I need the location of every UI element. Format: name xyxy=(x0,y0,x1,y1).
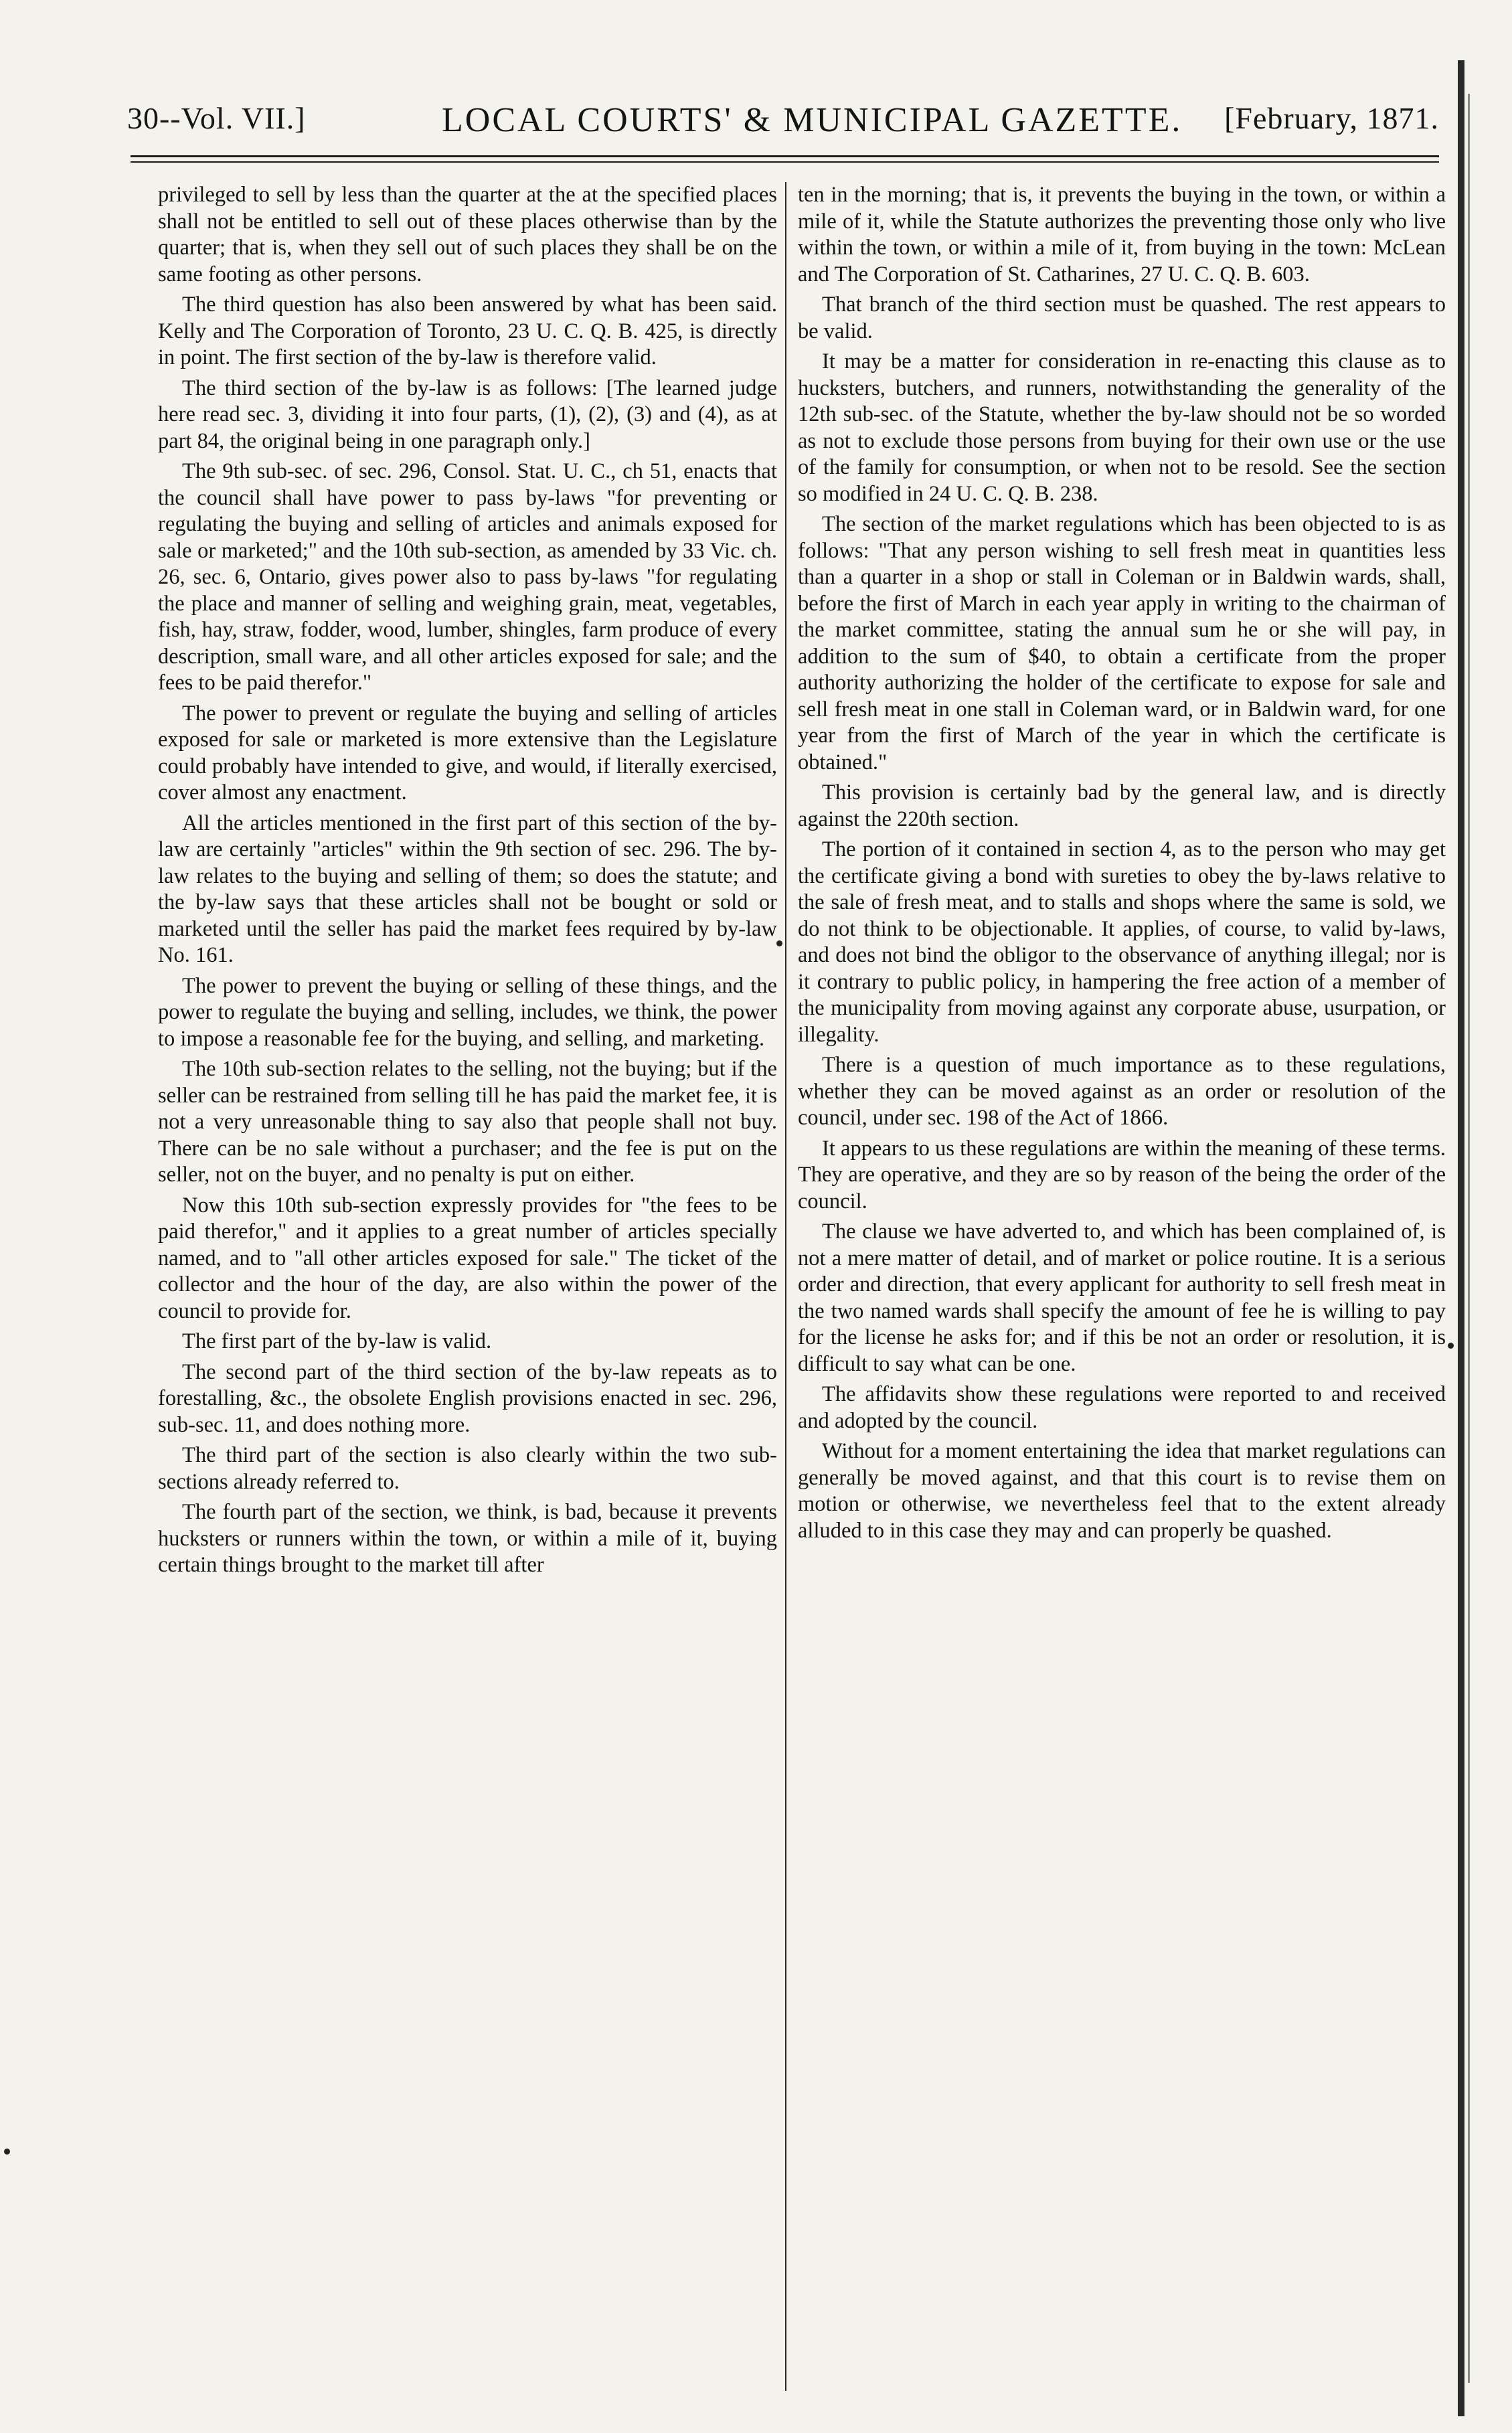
header-rule-thin xyxy=(131,161,1439,163)
margin-mark xyxy=(776,940,782,946)
paragraph: Now this 10th sub-section expressly provides for "the fees to be paid therefor," and it applies to a great number of articles specially named, and to "all other articles exposed for sale." The ticket of the collector and the hour of the day, are also within the power of the council to provide for. xyxy=(158,1193,777,1323)
paragraph: The portion of it contained in section 4, as to the person who may get the certificate giving a bond with sureties to obey the by-laws relative to the sale of fresh meat, and to stalls and shops where the same is sold, we do not think to be objectionable. It applies, of course, to valid by-laws, and does not bind the obligor to the observance of anything illegal; nor is it contrary to public policy, in hampering the free action of a member of the municipality from moving against any corporate abuse, usurpation, or illegality. xyxy=(798,837,1446,1047)
paragraph: The third part of the section is also clearly within the two sub-sections already referred to. xyxy=(158,1443,777,1494)
paragraph: The 9th sub-sec. of sec. 296, Consol. Stat. U. C., ch 51, enacts that the council shall have power to pass by-laws "for preventing or regulating the buying and selling of articles and animals exposed for sale or marketed;" and the 10th sub-section, as amended by 33 Vic. ch. 26, sec. 6, Ontario, gives power also to pass by-laws "for regulating the place and manner of selling and weighing grain, meat, vegetables, fish, hay, straw, fodder, wood, lumber, shingles, farm produce of every description, small ware, and all other articles exposed for sale; and the fees to be paid therefor." xyxy=(158,459,777,695)
paragraph: The power to prevent the buying or selling of these things, and the power to regulate the buying and selling, includes, we think, the power to impose a reasonable fee for the buying, and selling, and marketing. xyxy=(158,973,777,1051)
header-rule-thick xyxy=(131,155,1439,157)
paragraph: The section of the market regulations which has been objected to is as follows: "That any person wishing to sell fresh meat in quantities less than a quarter in a shop or stall in Coleman or in Baldwin wards, shall, before the first of March in each year apply in writing to the chairman of the market committee, stating the annual sum he or she will pay, in addition to the sum of $40, to obtain a certificate from the proper authority authorizing the holder of the certificate to expose for sale and sell fresh meat in one stall in Coleman ward, or in Baldwin ward, for one year from the first of March of the year in which the certificate is obtained." xyxy=(798,512,1446,774)
paragraph: The third question has also been answered by what has been said. Kelly and The Corporation of Toronto, 23 U. C. Q. B. 425, is directly in point. The first section of the by-law is therefore valid. xyxy=(158,292,777,369)
margin-mark xyxy=(4,2149,10,2155)
right-column xyxy=(798,182,1446,2398)
binding-edge-shadow xyxy=(1468,94,1470,2383)
paragraph: The 10th sub-section relates to the selling, not the buying; but if the seller can be restrained from selling till he has paid the market fee, it is not a very unreasonable thing to say also that people shall not buy. There can be no sale without a purchaser; and the fee is put on the seller, not on the buyer, and no penalty is put on either. xyxy=(158,1057,777,1187)
paragraph: The fourth part of the section, we think, is bad, because it prevents hucksters or runners within the town, or within a mile of it, buying certain things brought to the market till after xyxy=(158,1500,777,1577)
paragraph: The first part of the by-law is valid. xyxy=(182,1329,492,1353)
paragraph: The affidavits show these regulations were reported to and received and adopted by the council. xyxy=(798,1382,1446,1433)
paragraph: This provision is certainly bad by the general law, and is directly against the 220th section. xyxy=(798,780,1446,831)
margin-mark xyxy=(1448,1343,1454,1349)
issue-date: [February, 1871. xyxy=(1224,101,1439,135)
paragraph: There is a question of much importance as to these regulations, whether they can be moved against as an order or resolution of the council, under sec. 198 of the Act of 1866. xyxy=(798,1053,1446,1130)
paragraph: The third section of the by-law is as follows: [The learned judge here read sec. 3, dividing it into four parts, (1), (2), (3) and (4), as at part 84, the original being in one paragraph only.] xyxy=(158,375,777,453)
paragraph: privileged to sell by less than the quarter at the at the specified places shall not be entitled to sell out of these places otherwise than by the quarter; that is, when they sell out of such places they shall be on the same footing as other persons. xyxy=(158,183,777,286)
publication-title: LOCAL COURTS' & MUNICIPAL GAZETTE. xyxy=(442,101,1183,139)
paragraph: ten in the morning; that is, it prevents the buying in the town, or within a mile of it, while the Statute authorizes the preventing those only who live within the town, or within a mile of it, from buying in the town: McLean and The Corporation of St. Catharines, 27 U. C. Q. B. 603. xyxy=(798,183,1446,286)
page-header xyxy=(127,100,1439,154)
paragraph: The second part of the third section of the by-law repeats as to forestalling, &c., the obsolete English provisions enacted in sec. 296, sub-sec. 11, and does nothing more. xyxy=(158,1359,777,1437)
volume-page-number: 30--Vol. VII.] xyxy=(127,101,306,135)
paragraph: Without for a moment entertaining the idea that market regulations can generally be moved against, and that this court is to revise them on motion or otherwise, we nevertheless feel that to the extent already alluded to in this case they may and can properly be quashed. xyxy=(798,1439,1446,1543)
paragraph: It may be a matter for consideration in re-enacting this clause as to hucksters, butchers, and runners, notwithstanding the generality of the 12th sub-sec. of the Statute, whether the by-law should not be so worded as not to exclude those persons from buying for their own use or the use of the family for consumption, or when not to be resold. See the section so modified in 24 U. C. Q. B. 238. xyxy=(798,349,1446,506)
paragraph: That branch of the third section must be quashed. The rest appears to be valid. xyxy=(798,292,1446,343)
binding-edge xyxy=(1458,60,1464,2416)
paragraph: All the articles mentioned in the first part of this section of the by-law are certainly "articles" within the 9th section of sec. 296. The by-law relates to the buying and selling of them; so does the statute; and the by-law says that these articles shall not be bought or sold or marketed until the seller has paid the market fees required by by-law No. 161. xyxy=(158,811,777,967)
column-divider xyxy=(785,182,786,2391)
paragraph: It appears to us these regulations are within the meaning of these terms. They are operative, and they are so by reason of the being the order of the council. xyxy=(798,1136,1446,1213)
paragraph: The clause we have adverted to, and which has been complained of, is not a mere matter of detail, and of market or police routine. It is a serious order and direction, that every applicant for authority to sell fresh meat in the two named wards shall specify the amount of fee he is willing to pay for the license he asks for; and if this be not an order or resolution, it is difficult to say what can be one. xyxy=(798,1220,1446,1376)
paragraph: The power to prevent or regulate the buying and selling of articles exposed for sale or marketed is more extensive than the Legislature could probably have intended to give, and would, if literally exercised, cover almost any enactment. xyxy=(158,701,777,805)
left-column xyxy=(158,182,777,2398)
